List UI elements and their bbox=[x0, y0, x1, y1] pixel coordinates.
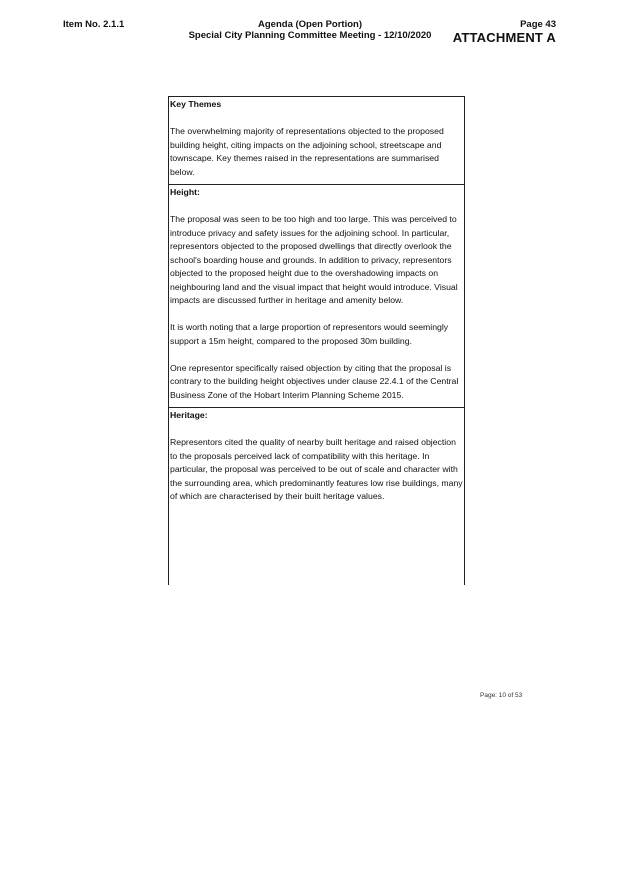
section-body bbox=[170, 125, 464, 179]
attachment-label: ATTACHMENT A bbox=[452, 30, 556, 45]
section-body bbox=[170, 436, 464, 504]
paragraph: The proposal was seen to be too high and too large. This was perceived to introduce privacy and safety issues for the adjoining school. In particular, representors objected to the proposed dwellings that directly overlook the school's boarding house and grounds. In addition to privacy, representors objected to the proposed height due to the overshadowing impacts on neighbouring land and the visual impact that height would introduce. Visual impacts are discussed further in heritage and amenity below. bbox=[170, 214, 458, 305]
section-key-themes bbox=[169, 98, 464, 179]
themes-table bbox=[168, 96, 465, 585]
agenda-title: Agenda (Open Portion) bbox=[258, 19, 362, 30]
paragraph: It is worth noting that a large proportion of representors would seemingly support a 15m height, compared to the proposed 30m building. bbox=[170, 322, 449, 346]
section-body bbox=[170, 213, 464, 402]
section-heritage bbox=[169, 407, 464, 504]
page-footer: Page: 10 of 53 bbox=[480, 692, 523, 699]
paragraph: One representor specifically raised objection by citing that the proposal is contrary to the building height objectives under clause 22.4.1 of the Central Business Zone of the Hobart Interim Planning Scheme 2015. bbox=[170, 362, 459, 400]
meeting-title: Special City Planning Committee Meeting - 12/10/2020 bbox=[188, 30, 432, 41]
section-height bbox=[169, 184, 464, 402]
page-number: Page 43 bbox=[520, 19, 556, 30]
page-header bbox=[453, 19, 556, 45]
paragraph: The overwhelming majority of representations objected to the proposed building height, citing impacts on the adjoining school, streetscape and townscape. Key themes raised in the representations are summarised below. bbox=[170, 126, 444, 177]
paragraph: Representors cited the quality of nearby built heritage and raised objection to the proposals perceived lack of compatibility with this heritage. In particular, the proposal was perceived to be out of scale and character with the surrounding area, which predominantly features low rise buildings, many of which are characterised by their built heritage values. bbox=[170, 437, 463, 501]
section-title: Heritage: bbox=[170, 410, 208, 420]
agenda-header bbox=[160, 19, 460, 41]
item-number: Item No. 2.1.1 bbox=[63, 19, 125, 30]
section-title: Height: bbox=[170, 187, 200, 197]
section-title: Key Themes bbox=[170, 99, 222, 109]
